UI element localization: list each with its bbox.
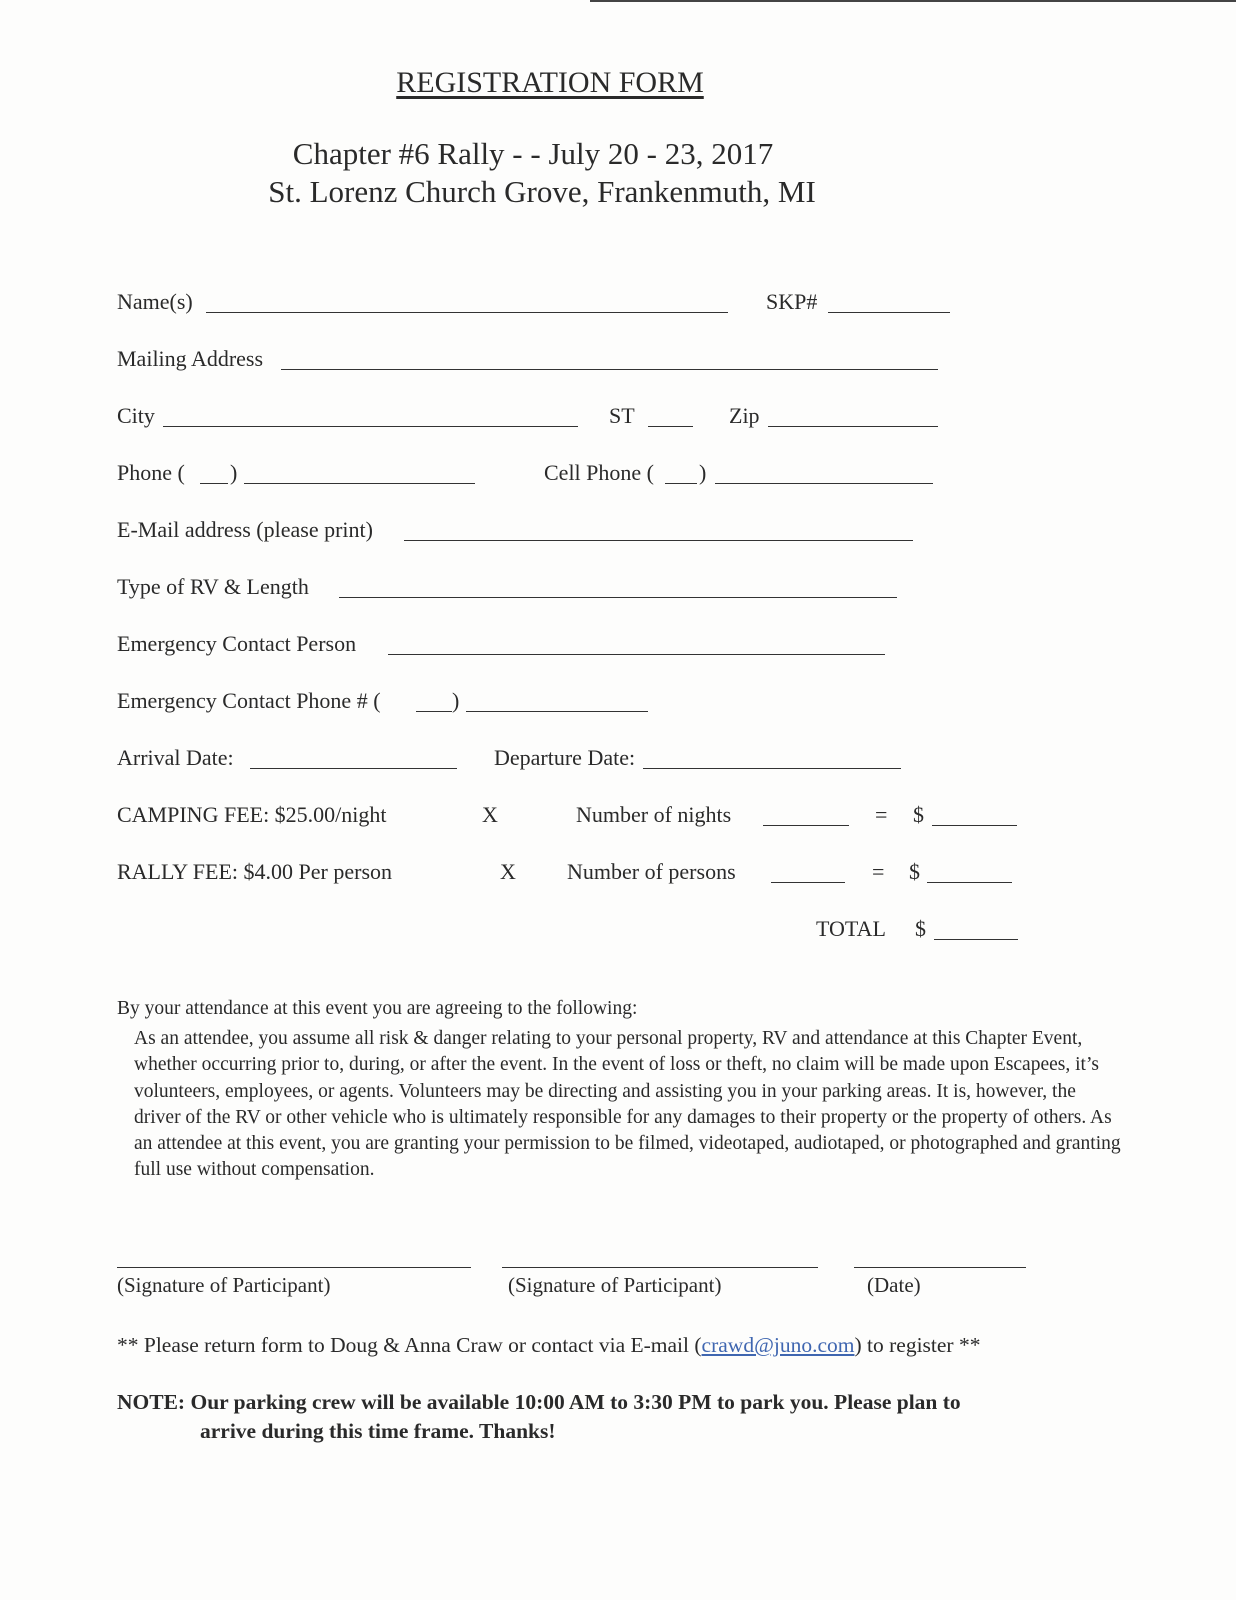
cell-number-field[interactable] [715,483,933,484]
camping-fee-label: CAMPING FEE: $25.00/night [117,802,387,827]
rally-amount-field[interactable] [927,882,1012,883]
contact-email-link[interactable]: crawd@juno.com [701,1333,855,1357]
return-prefix: ** Please return form to Doug & Anna Craw or contact via E-mail [117,1333,695,1357]
arrival-date-label: Arrival Date: [117,745,234,770]
return-paren-open: ( [694,1333,702,1357]
camping-multiply-sign: X [482,802,498,827]
cell-paren-close: ) [699,460,707,485]
signature-participant-1-label: (Signature of Participant) [117,1273,331,1297]
skp-field[interactable] [828,312,950,313]
total-amount-field[interactable] [934,939,1018,940]
camping-amount-field[interactable] [932,825,1017,826]
return-suffix: ) to register ** [854,1333,981,1357]
phone-paren-close: ) [230,460,238,485]
cell-phone-label: Cell Phone ( [544,460,654,485]
rally-dollar-sign: $ [909,859,920,884]
arrival-date-field[interactable] [250,768,457,769]
city-field[interactable] [163,426,578,427]
number-of-nights-label: Number of nights [576,802,732,827]
rally-equals-sign: = [872,859,885,884]
emergency-area-code-field[interactable] [416,711,452,712]
agreement-heading: By your attendance at this event you are agreeing to the following: [117,998,638,1019]
number-of-nights-field[interactable] [763,825,849,826]
event-title: Chapter #6 Rally - - July 20 - 23, 2017 [292,136,774,171]
cell-area-code-field[interactable] [665,483,697,484]
form-title: REGISTRATION FORM [396,66,704,99]
signature-date-field[interactable] [854,1267,1026,1268]
departure-date-field[interactable] [643,768,901,769]
camping-equals-sign: = [875,802,888,827]
names-field[interactable] [206,312,728,313]
camping-dollar-sign: $ [913,802,924,827]
skp-label: SKP# [766,289,818,314]
signature-participant-2-label: (Signature of Participant) [508,1273,722,1297]
total-dollar-sign: $ [915,916,926,941]
signature-date-label: (Date) [867,1273,921,1297]
number-of-persons-field[interactable] [771,882,845,883]
emergency-phone-label: Emergency Contact Phone # ( [117,688,381,713]
phone-area-code-field[interactable] [200,483,228,484]
email-field[interactable] [404,540,913,541]
rally-multiply-sign: X [500,859,516,884]
signature-participant-1-field[interactable] [117,1267,471,1268]
scan-top-edge [590,0,1236,2]
emergency-person-label: Emergency Contact Person [117,631,357,656]
event-location: St. Lorenz Church Grove, Frankenmuth, MI [268,174,816,209]
return-instructions [117,1333,980,1358]
zip-label: Zip [729,403,760,428]
rv-type-label: Type of RV & Length [117,574,309,599]
rv-type-field[interactable] [339,597,897,598]
agreement-body: As an attendee, you assume all risk & danger relating to your personal property, RV and attendance at this Chapter Event, whether occurring prior to, during, or after the event. In the event of loss or theft, no claim will be made upon Escapees, it’s volunteers, employees, or agents. Volunteers may be directing and assisting you in your parking areas. It is, however, the driver of the RV or other vehicle who is ultimately responsible for any damages to their property or the property of others. As an attendee at this event, you are granting your permission to be filmed, videotaped, audiotaped, or photographed and granting full use without compensation. [134,1028,1121,1181]
parking-note-line1: NOTE: Our parking crew will be available 10:00 AM to 3:30 PM to park you. Please plan to [117,1390,961,1414]
parking-note-line2: arrive during this time frame. Thanks! [200,1419,556,1443]
mailing-address-label: Mailing Address [117,346,264,371]
mailing-address-field[interactable] [281,369,938,370]
rally-fee-label: RALLY FEE: $4.00 Per person [117,859,393,884]
emergency-paren-close: ) [452,688,460,713]
names-label: Name(s) [117,289,193,314]
zip-field[interactable] [768,426,938,427]
email-label: E-Mail address (please print) [117,517,373,542]
state-field[interactable] [648,426,693,427]
number-of-persons-label: Number of persons [567,859,736,884]
emergency-phone-field[interactable] [466,711,648,712]
phone-number-field[interactable] [244,483,475,484]
phone-label: Phone ( [117,460,185,485]
signature-participant-2-field[interactable] [502,1267,818,1268]
city-label: City [117,403,155,428]
total-label: TOTAL [816,916,886,941]
state-label: ST [609,403,635,428]
departure-date-label: Departure Date: [494,745,636,770]
emergency-person-field[interactable] [388,654,885,655]
